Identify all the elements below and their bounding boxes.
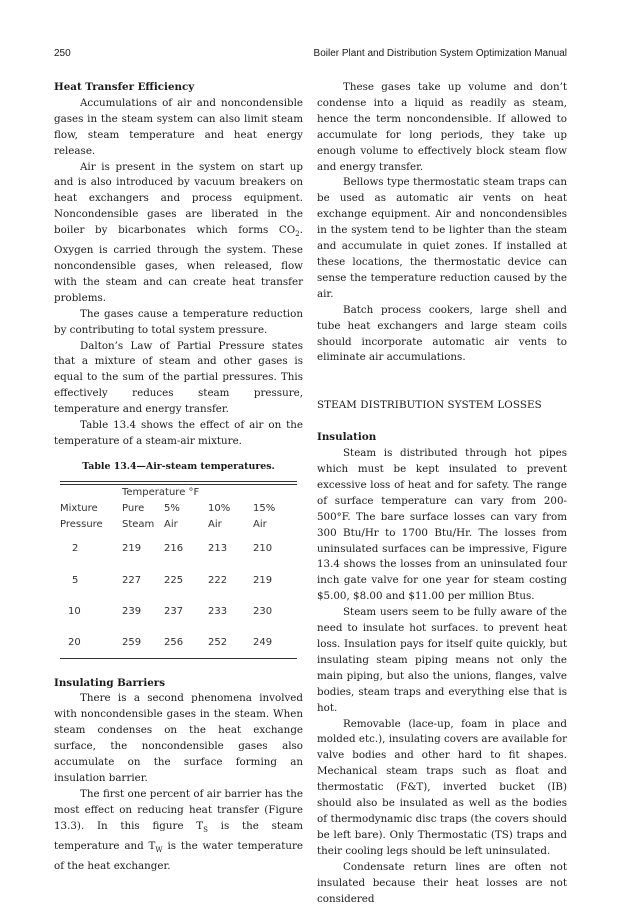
table-cell: 230 xyxy=(253,606,273,618)
column-header: 5% xyxy=(164,502,180,514)
paragraph: Removable (lace-up, foam in place and molded etc.), insulating covers are available for valve bodies and other hard to fit shapes. Mechanical steam traps such as float and thermostatic (F&T), inverted bucket (IB) should also be insulated as well as the bodies of thermodynamic disc traps (the covers should be left bare). Only Thermostatic (TS) traps and their cooling legs should be left uninsulated. xyxy=(317,717,567,857)
table-cell: 249 xyxy=(253,636,273,648)
table-cell: 259 xyxy=(122,636,142,648)
table-cell: 227 xyxy=(122,575,142,587)
table-cell: 2 xyxy=(72,543,79,555)
table-row xyxy=(60,628,297,658)
heading-heat-transfer-efficiency: Heat Transfer Efficiency xyxy=(54,81,195,93)
paragraph: Bellows type thermostatic steam traps can be used as automatic air vents on heat exchange equipment. Air and noncondensibles in the system tend to be lighter than the steam and accumulate in quiet zones. If installed at these locations, the thermostatic device can sense the temperature reduction caused by the air. xyxy=(317,176,567,300)
table-cell: 237 xyxy=(164,606,184,618)
table-cell: 256 xyxy=(164,636,184,648)
paragraph: The gases cause a temperature reduction by contributing to total system pressure. xyxy=(54,307,303,336)
column-header: Pure xyxy=(122,502,145,514)
paragraph: These gases take up volume and don’t condense into a liquid as readily as steam, hence the term noncondensible. If allowed to accumulate for long periods, they take up enough volume to effectively block steam flow and energy transfer. xyxy=(317,81,567,173)
column-header: Pressure xyxy=(60,518,103,530)
paragraph: The first one percent of air barrier has the most effect on reducing heat transfer (Figure 13.3). In this figure $T_S$ is the steam temperature and $T_W$ is the water temperature of the heat exchanger. xyxy=(54,787,303,872)
table-cell: 252 xyxy=(208,636,228,648)
column-header: Air xyxy=(164,518,178,530)
table-caption: Table 13.4—Air-steam temperatures. xyxy=(82,460,275,472)
column-header: Air xyxy=(208,518,222,530)
running-title: Boiler Plant and Distribution System Optimization Manual xyxy=(313,48,567,59)
column-header: Air xyxy=(253,518,267,530)
table-cell: 10 xyxy=(68,606,81,618)
paragraph: Steam is distributed through hot pipes which must be kept insulated to prevent excessive loss of heat and for safety. The range of surface temperature can vary from 200-500°F. The bare surface losses can vary from 300 Btu/Hr to 1700 Btu/Hr. The losses from uninsulated surfaces can be impressive, Figure 13.4 shows the losses from an uninsulated four inch gate valve for one year for steam costing $5.00, $8.00 and $11.00 per million Btus. xyxy=(317,447,567,603)
section-heading: STEAM DISTRIBUTION SYSTEM LOSSES xyxy=(317,399,542,412)
paragraph: Air is present in the system on start up and is also introduced by vacuum breakers on heat exchangers and process equipment. Noncondensible gases are liberated in the boiler by bicarbonates which forms $CO_2$. Oxygen is carried through the system. These noncondensible gases, when released, flow with the steam and can create heat transfer problems. xyxy=(54,160,303,304)
paragraph: Accumulations of air and noncondensible gases in the steam system can also limit steam flow, steam temperature and heat energy release. xyxy=(54,96,303,157)
paragraph: There is a second phenomena involved with noncondensible gases in the steam. When steam condenses on the heat exchange surface, the noncondensible gases also accumulate on the surface forming an insulation barrier. xyxy=(54,692,303,784)
table-row xyxy=(60,597,297,628)
table-cell: 20 xyxy=(68,636,81,648)
table-cell: 239 xyxy=(122,606,142,618)
heading-insulating-barriers: Insulating Barriers xyxy=(54,676,166,689)
table-cell: 225 xyxy=(164,575,184,587)
page-header xyxy=(54,48,567,64)
right-column xyxy=(317,80,567,907)
heading-insulation: Insulation xyxy=(317,431,377,444)
table-cell: 213 xyxy=(208,543,228,555)
table-cell: 210 xyxy=(253,543,273,555)
table-row xyxy=(60,533,297,566)
table-cell: 219 xyxy=(122,543,142,555)
air-steam-table xyxy=(60,485,297,658)
column-header: Mixture xyxy=(60,502,98,514)
table-row xyxy=(60,566,297,597)
paragraph: Dalton’s Law of Partial Pressure states that a mixture of steam and other gases is equal to the sum of the partial pressures. This effectively reduces steam pressure, temperature and energy transfer. xyxy=(54,339,303,416)
column-header: 10% xyxy=(208,502,231,514)
left-column xyxy=(54,80,303,874)
table-span-header: Temperature °F xyxy=(122,486,200,498)
table-cell: 216 xyxy=(164,543,184,555)
paragraph: Steam users seem to be fully aware of the need to insulate hot surfaces. to prevent heat loss. Insulation pays for itself quite quickly, but insulating steam piping means not only the main piping, but also the unions, flanges, valve bodies, steam traps and everything else that is hot. xyxy=(317,606,567,714)
column-header: 15% xyxy=(253,502,276,514)
column-header: Steam xyxy=(122,518,155,530)
table-cell: 219 xyxy=(253,575,273,587)
paragraph: Condensate return lines are often not insulated because their heat losses are not considered xyxy=(317,860,567,905)
page-number: 250 xyxy=(54,48,71,59)
paragraph: Table 13.4 shows the effect of air on the temperature of a steam-air mixture. xyxy=(54,419,303,447)
table-cell: 233 xyxy=(208,606,228,618)
table-cell: 5 xyxy=(72,575,79,587)
table-cell: 222 xyxy=(208,575,228,587)
paragraph: Batch process cookers, large shell and tube heat exchangers and large steam coils should incorporate automatic air vents to eliminate air accumulations. xyxy=(317,303,567,364)
